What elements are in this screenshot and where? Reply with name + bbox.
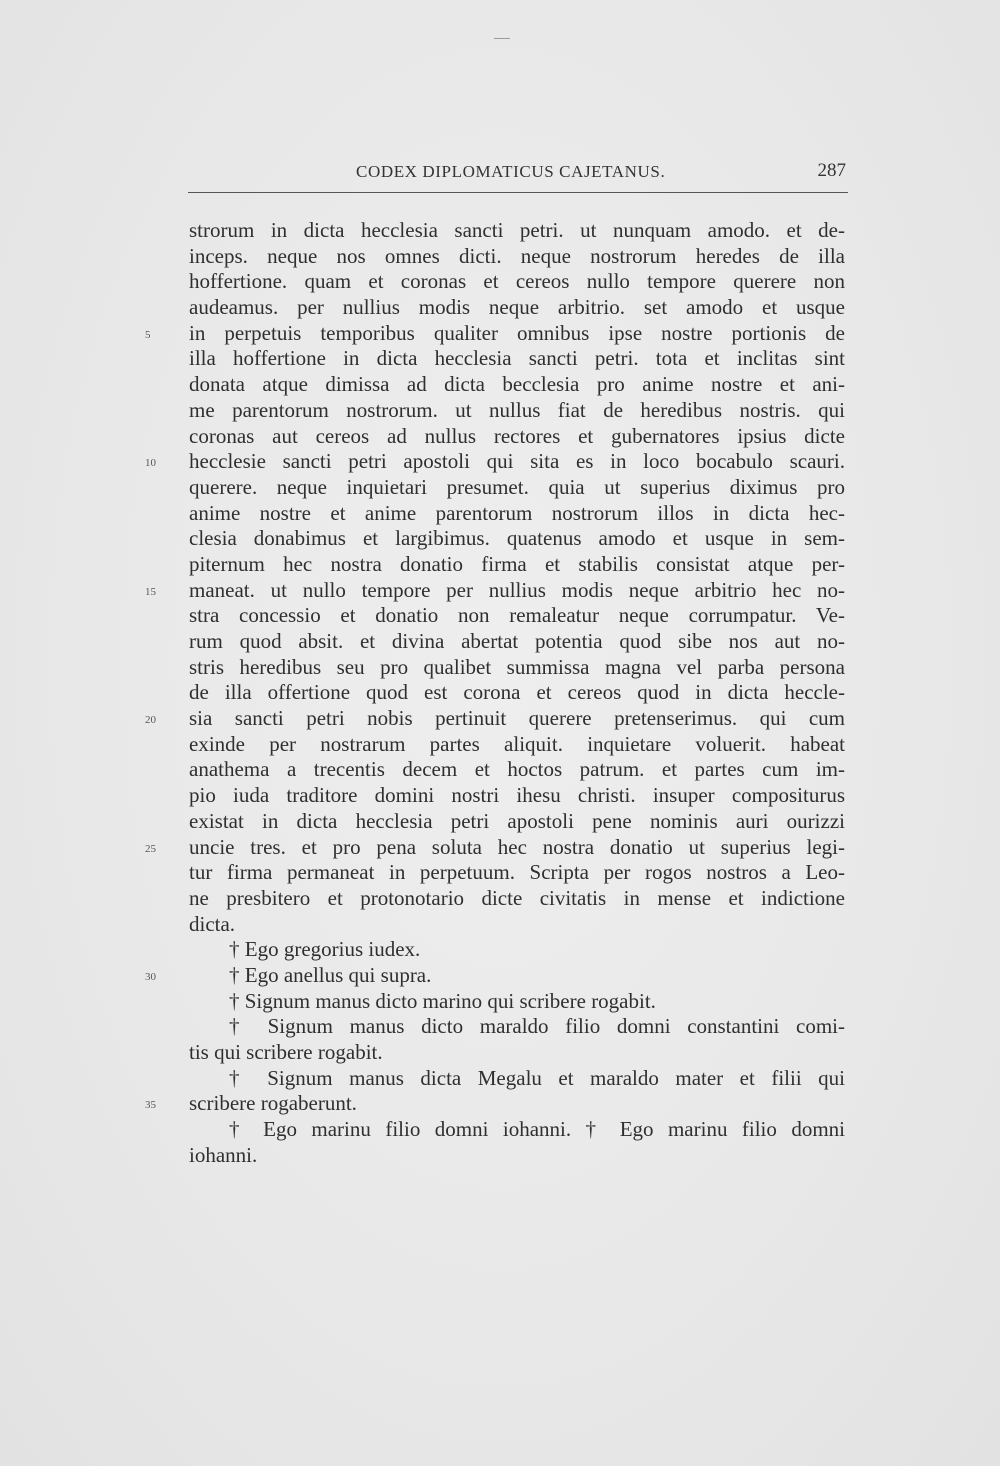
text-line <box>189 526 845 552</box>
line-text: † Signum manus dicto marino qui scribere rogabit. <box>229 988 656 1013</box>
text-line <box>189 552 845 578</box>
page-number: 287 <box>817 160 846 181</box>
text-line <box>189 989 845 1015</box>
line-text: uncie tres. et pro pena soluta hec nostra donatio ut superius legi- <box>189 834 845 859</box>
line-number: 15 <box>145 585 156 598</box>
line-text: maneat. ut nullo tempore per nullius modis neque arbitrio hec no- <box>189 577 845 602</box>
line-text: † Signum manus dicto maraldo filio domni constantini comi- <box>229 1014 845 1039</box>
text-line <box>145 962 845 989</box>
top-printer-mark <box>494 38 510 39</box>
text-line <box>189 501 845 527</box>
line-number: 5 <box>145 328 151 341</box>
line-text: † Ego anellus qui supra. <box>229 962 432 987</box>
text-line <box>189 937 845 963</box>
text-line <box>189 398 845 424</box>
header-rule <box>188 192 848 193</box>
line-text: hoffertione. quam et coronas et cereos nullo tempore querere non <box>189 269 845 294</box>
line-text: pio iuda traditore domini nostri ihesu christi. insuper compositurus <box>189 783 845 808</box>
line-text: de illa offertione quod est corona et cereos quod in dicta heccle- <box>189 680 845 705</box>
line-number: 30 <box>145 970 156 983</box>
line-text: iohanni. <box>189 1142 258 1167</box>
line-text: † Ego gregorius iudex. <box>229 937 421 962</box>
document-body <box>145 218 845 1168</box>
text-line <box>189 1014 845 1040</box>
text-line <box>189 629 845 655</box>
text-line <box>145 706 845 732</box>
line-text: querere. neque inquietari presumet. quia ut superius diximus pro <box>189 474 845 499</box>
line-number: 20 <box>145 714 156 727</box>
line-text: hecclesie sancti petri apostoli qui sita es in loco bocabulo scauri. <box>189 449 845 474</box>
line-text: † Signum manus dicta Megalu et maraldo mater et filii qui <box>229 1065 845 1090</box>
text-line <box>189 732 845 758</box>
text-line <box>189 655 845 681</box>
line-text: tur firma permaneat in perpetuum. Scripta per rogos nostros a Leo- <box>189 860 845 885</box>
text-line <box>189 1040 845 1066</box>
text-line <box>189 475 845 501</box>
text-line <box>189 757 845 783</box>
line-text: strorum in dicta hecclesia sancti petri. ut nunquam amodo. et de- <box>189 218 845 242</box>
text-line <box>189 372 845 398</box>
line-text: piternum hec nostra donatio firma et stabilis consistat atque per- <box>189 551 845 576</box>
text-line <box>189 244 845 270</box>
text-line <box>145 449 845 475</box>
text-line <box>189 218 845 244</box>
line-text: audeamus. per nullius modis neque arbitrio. set amodo et usque <box>189 295 845 320</box>
running-title: CODEX DIPLOMATICUS CAJETANUS. <box>356 162 666 181</box>
line-text: exinde per nostrarum partes aliquit. inquietare voluerit. habeat <box>189 731 845 756</box>
line-text: tis qui scribere rogabit. <box>189 1040 383 1064</box>
line-text: existat in dicta hecclesia petri apostoli pene nominis auri ourizzi <box>189 808 845 833</box>
line-text: anathema a trecentis decem et hoctos patrum. et partes cum im- <box>189 757 845 782</box>
line-text: sia sancti petri nobis pertinuit querere pretenserimus. qui cum <box>189 706 845 731</box>
text-line <box>189 783 845 809</box>
text-line <box>189 1066 845 1092</box>
line-text: stra concessio et donatio non remaleatur neque corrumpatur. Ve- <box>189 603 845 628</box>
text-line <box>189 424 845 450</box>
text-line <box>189 912 845 938</box>
text-line <box>189 809 845 835</box>
line-text: coronas aut cereos ad nullus rectores et gubernatores ipsius dicte <box>189 423 845 448</box>
line-number: 10 <box>145 457 156 470</box>
line-number: 35 <box>145 1099 156 1112</box>
text-line <box>189 886 845 912</box>
line-text: dicta. <box>189 911 236 936</box>
text-line <box>189 346 845 372</box>
text-line <box>145 577 845 604</box>
line-text: inceps. neque nos omnes dicti. neque nostrorum heredes de illa <box>189 243 845 268</box>
line-text: scribere rogaberunt. <box>189 1091 357 1116</box>
text-line <box>145 834 845 861</box>
text-line <box>189 680 845 706</box>
line-text: ne presbitero et protonotario dicte civitatis in mense et indictione <box>189 885 845 910</box>
text-line <box>189 860 845 886</box>
line-text: in perpetuis temporibus qualiter omnibus ipse nostre portionis de <box>189 320 845 345</box>
text-line <box>145 320 845 347</box>
line-text: stris heredibus seu pro qualibet summissa magna vel parba persona <box>189 654 845 679</box>
line-text: clesia donabimus et largibimus. quatenus amodo et usque in sem- <box>189 526 845 551</box>
line-number: 25 <box>145 842 156 855</box>
line-text: rum quod absit. et divina abertat potentia quod sibe nos aut no- <box>189 629 845 653</box>
text-line <box>189 603 845 629</box>
text-line <box>189 1117 845 1143</box>
line-text: donata atque dimissa ad dicta becclesia pro anime nostre et ani- <box>189 372 845 397</box>
text-line <box>189 295 845 321</box>
line-text: me parentorum nostrorum. ut nullus fiat de heredibus nostris. qui <box>189 397 845 422</box>
text-line <box>189 269 845 295</box>
text-line <box>189 1143 845 1169</box>
text-line <box>145 1091 845 1117</box>
running-head <box>188 160 848 186</box>
line-text: † Ego marinu filio domni iohanni. † Ego marinu filio domni <box>229 1117 845 1142</box>
line-text: anime nostre et anime parentorum nostrorum illos in dicta hec- <box>189 500 845 525</box>
line-text: illa hoffertione in dicta hecclesia sancti petri. tota et inclitas sint <box>189 346 845 371</box>
